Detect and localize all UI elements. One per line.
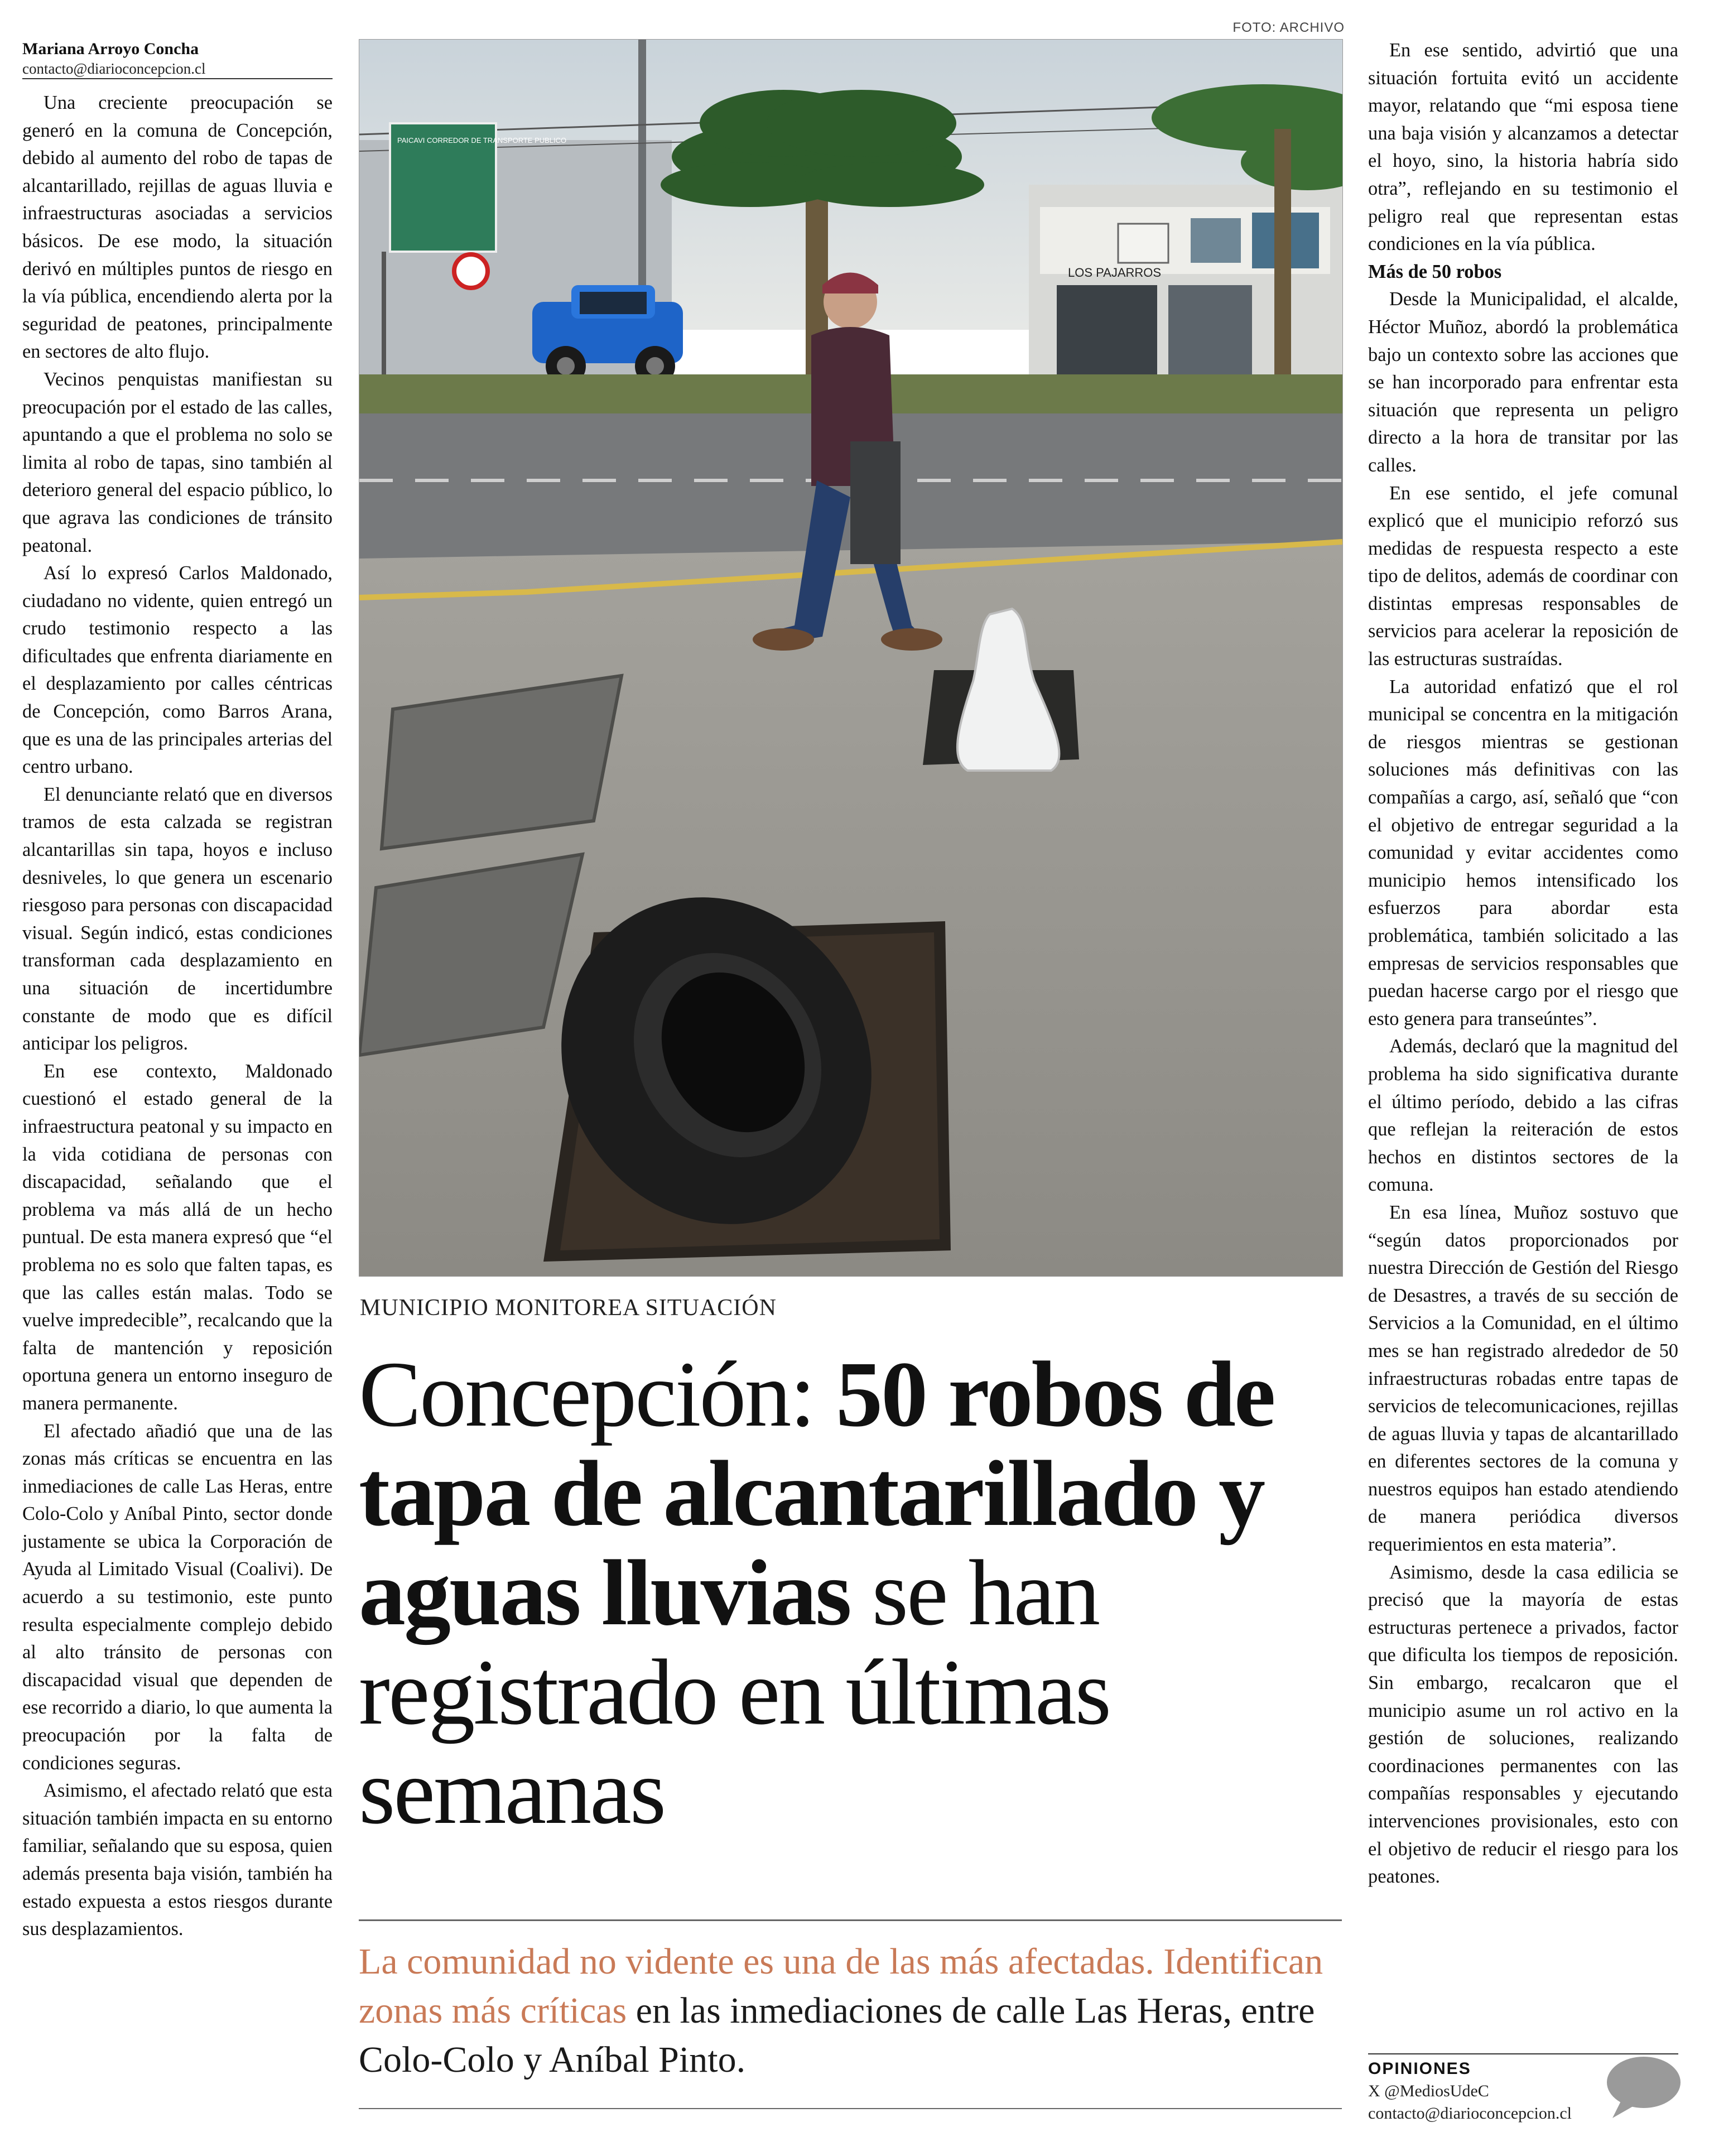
transit-sign-text: PAICAVI CORREDOR DE TRANSPORTE PUBLICO	[397, 136, 567, 145]
paragraph: En ese contexto, Maldonado cuestionó el estado general de la infraestructura peatonal y su impacto en la vida cotidiana de personas con discapacidad, señalando que el problema va más allá de un hecho puntual. De esta manera expresó que “el problema no es solo que falten tapas, es que las calles están malas. Todo se vuelve impredecible”, recalcando que la falta de mantención y reposición oportuna genera un entorno inseguro de manera permanente.	[22, 1060, 333, 1414]
subheadline	[359, 1937, 1346, 2085]
opinions-social[interactable]: X @MediosUdeC	[1368, 2082, 1489, 2100]
headline-light-end: se han registrado en últimas semanas	[359, 1541, 1110, 1844]
paragraph: En esa línea, Muñoz sostuvo que “según datos proporcionados por nuestra Dirección de Gestión del Riesgo de Desastres, a través de su sección de Servicios a la Comunidad, en el último mes se han registrado alrededor de 50 infraestructuras robadas entre tapas de servicios de telecomunicaciones, rejillas de aguas lluvia y tapas de alcantarillado en diferentes sectores de la comuna y nuestros equipos han estado atendiendo de manera periódica diversos requerimientos en esta materia”.	[1368, 1201, 1678, 1556]
right-column	[1368, 37, 1678, 1891]
paragraph: Así lo expresó Carlos Maldonado, ciudadano no vidente, quien entregó un crudo testimonio respecto a las dificultades que enfrenta diariamente en el desplazamiento por calles céntricas de Concepción, como Barros Arana, que es una de las principales arterias del centro urbano.	[22, 562, 333, 778]
article-kicker: MUNICIPIO MONITOREA SITUACIÓN	[360, 1295, 777, 1321]
opinions-label: OPINIONES	[1368, 2059, 1471, 2078]
paragraph: Una creciente preocupación se generó en la comuna de Concepción, debido al aumento del robo de tapas de alcantarillado, rejillas de aguas lluvia e infraestructuras asociadas a servicios básicos. De ese modo, la situación derivó en múltiples puntos de riesgo en la vía pública, encendiendo alerta por la seguridad de peatones, principalmente en sectores de alto flujo.	[22, 92, 333, 363]
byline-divider	[22, 78, 333, 79]
bottom-divider	[359, 2108, 1342, 2109]
author-name: Mariana Arroyo Concha	[22, 40, 199, 58]
headline	[359, 1342, 1346, 1844]
article-photo	[359, 39, 1343, 1277]
opinions-box	[1368, 2058, 1602, 2125]
paragraph: La autoridad enfatizó que el rol municipal se concentra en la mitigación de riesgos mientras se gestionan soluciones más definitivas con las compañías a cargo, así, señaló que “con el objetivo de entregar seguridad a la comunidad y evitar accidentes como municipio hemos intensificado los esfuerzos para abordar esta problemática, también solicitado a las empresas de servicios responsables que puedan hacerse cargo por el riesgo que esto genera para transeúntes”.	[1368, 676, 1678, 1029]
paragraph: En ese sentido, el jefe comunal explicó que el municipio reforzó sus medidas de respuesta respecto a este tipo de delitos, además de coordinar con distintas empresas responsables de servicios para acelerar la reposición de las estructuras sustraídas.	[1368, 482, 1678, 670]
opinions-email[interactable]: contacto@diarioconcepcion.cl	[1368, 2104, 1572, 2123]
paragraph: Desde la Municipalidad, el alcalde, Héctor Muñoz, abordó la problemática bajo un contexto sobre las acciones que se han incorporado para enfrentar esta situación que representa un peligro directo a la hora de transitar por las calles.	[1368, 288, 1678, 476]
photo-credit: FOTO: ARCHIVO	[1232, 20, 1345, 35]
headline-divider	[359, 1919, 1342, 1921]
paragraph: Asimismo, desde la casa edilicia se precisó que la mayoría de estas estructuras pertenece a privados, factor que dificulta los tiempos de reposición. Sin embargo, recalcaron que el municipio asume un rol activo en la gestión de soluciones, realizando coordinaciones permanentes con las compañías responsables y ejecutando intervenciones provisionales, esto con el objetivo de reducir el riesgo para los peatones.	[1368, 1561, 1678, 1888]
street-scene-illustration	[359, 40, 1342, 1276]
headline-bold: 50 robos de tapa de alcantarillado y aguas lluvias	[359, 1342, 1274, 1645]
headline-light-start: Concepción:	[359, 1342, 836, 1446]
paragraph: El afectado añadió que una de las zonas más críticas se encuentra en las inmediaciones de calle Las Heras, entre Colo-Colo y Aníbal Pinto, sector donde justamente se ubica la Corporación de Ayuda al Limitado Visual (Coalivi). De acuerdo a su testimonio, este punto resulta especialmente complejo debido al alto tránsito de personas con discapacidad visual que dependen de ese recorrido a diario, lo que aumenta la preocupación por la falta de condiciones seguras.	[22, 1420, 333, 1774]
speech-bubble-icon	[1601, 2053, 1683, 2120]
paragraph: Asimismo, el afectado relató que esta situación también impacta en su entorno familiar, señalando que su esposa, quien además presenta baja visión, también ha estado expuesta a estos riesgos durante sus desplazamientos.	[22, 1780, 333, 1940]
paragraph: En ese sentido, advirtió que una situación fortuita evitó un accidente mayor, relatando que “mi esposa tiene una baja visión y alcanzamos a detectar el hoyo, sino, la historia habría sido otra”, reflejando en su testimonio el peligro real que representan estas condiciones en la vía pública.	[1368, 40, 1678, 255]
byline	[22, 39, 335, 78]
left-column	[22, 89, 333, 1943]
author-email[interactable]: contacto@diarioconcepcion.cl	[22, 60, 206, 77]
subhead-accent: La comunidad no vidente es una de las más afectadas. Identifican zonas más críticas	[359, 1941, 1323, 2031]
paragraph: Vecinos penquistas manifiestan su preocupación por el estado de las calles, apuntando a que el problema no solo se limita al robo de tapas, sino también al deterioro general del espacio público, lo que agrava las condiciones de tránsito peatonal.	[22, 368, 333, 556]
shop-sign-text: LOS PAJARROS	[1068, 266, 1162, 280]
section-heading: Más de 50 robos	[1368, 261, 1502, 282]
paragraph: El denunciante relató que en diversos tramos de esta calzada se registran alcantarillas sin tapa, hoyos e incluso desniveles, lo que genera un escenario riesgoso para personas con discapacidad visual. Según indicó, estas condiciones transforman cada desplazamiento en una situación de incertidumbre constante de modo que es difícil anticipar los peligros.	[22, 783, 333, 1055]
paragraph: Además, declaró que la magnitud del problema ha sido significativa durante el último período, debido a las cifras que reflejan la reiteración de estos hechos en distintos sectores de la comuna.	[1368, 1036, 1678, 1196]
subhead-rest: en las inmediaciones de calle Las Heras, entre Colo-Colo y Aníbal Pinto.	[359, 1990, 1315, 2080]
